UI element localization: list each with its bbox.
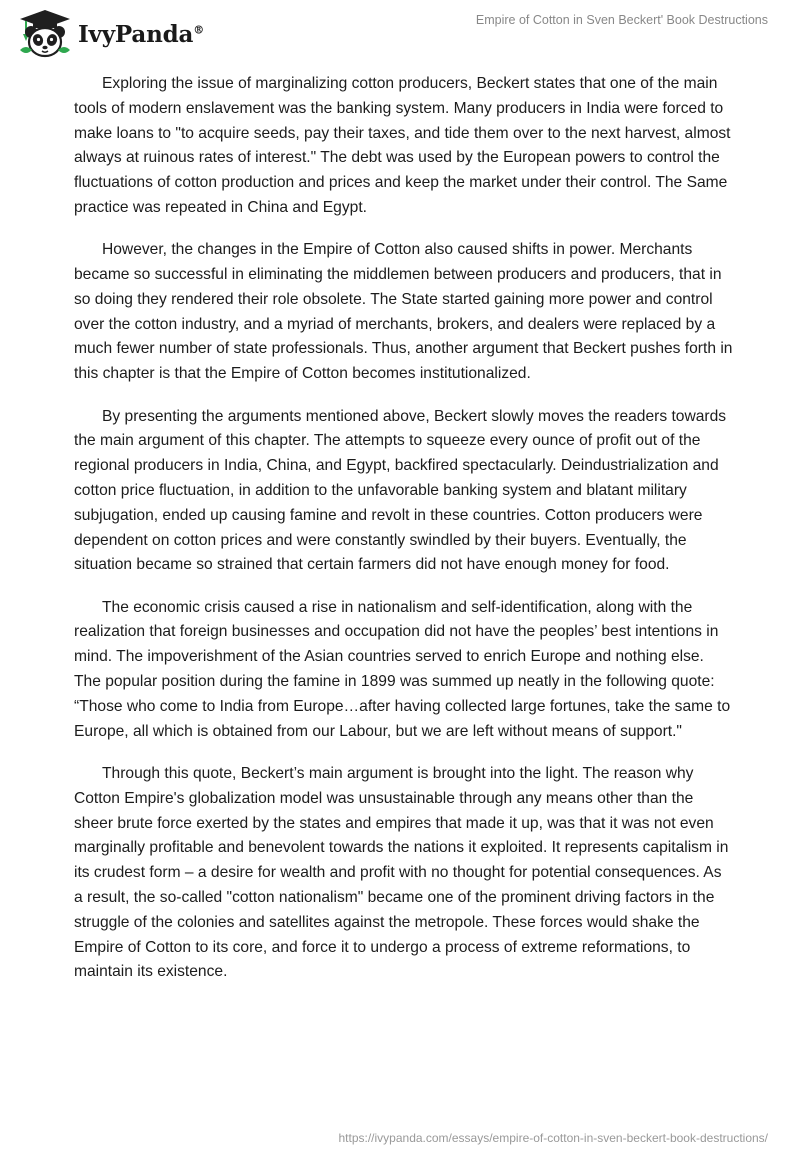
paragraph: Exploring the issue of marginalizing cotton producers, Beckert states that one of the main tools of modern enslavement was the banking system. Many producers in India were forced to make loans to "to acquire seeds, pay their taxes, and tide them over to the next harvest, almost always at ruinous rates of interest." The debt was used by the European powers to control the fluctuations of cotton production and prices and keep the market under their control. The Same practice was repeated in China and Egypt. bbox=[74, 75, 731, 216]
brand-logo[interactable] bbox=[16, 8, 204, 58]
paragraph: Through this quote, Beckert’s main argument is brought into the light. The reason why Cotton Empire's globalization model was unsustainable through any means other than the sheer brute force exerted by the states and empires that made it up, was that it was not even marginally profitable and benevolent towards the nations it exploited. It represents capitalism in its crudest form – a desire for wealth and profit with no thought for potential consequences. As a result, the so-called "cotton nationalism" became one of the prominent driving factors in the struggle of the colonies and satellites against the metropole. These forces would shake the Empire of Cotton to its core, and force it to undergo a process of extreme reformations, to maintain its existence. bbox=[74, 764, 729, 981]
paragraph: The economic crisis caused a rise in nationalism and self-identification, along with the realization that foreign businesses and occupation did not have the peoples’ best intentions in mind. The impoverishment of the Asian countries served to enrich Europe and nothing else. The popular position during the famine in 1899 was summed up neatly in the following quote: “Those who come to India from Europe…after having collected large fortunes, take the same to Europe, all which is obtained from our Labour, but we are left without means of support." bbox=[74, 598, 731, 740]
page-header bbox=[0, 0, 800, 60]
paragraph: However, the changes in the Empire of Cotton also caused shifts in power. Merchants became so successful in eliminating the middlemen between producers and producers, that in so doing they rendered their role obsolete. The State started gaining more power and control over the cotton industry, and a myriad of merchants, brokers, and dealers were replaced by a much fewer number of state professionals. Thus, another argument that Beckert pushes forth in this chapter is that the Empire of Cotton becomes institutionalized. bbox=[74, 241, 733, 383]
source-url[interactable]: https://ivypanda.com/essays/empire-of-cotton-in-sven-beckert-book-destructions/ bbox=[338, 1131, 768, 1145]
article-body bbox=[74, 72, 734, 1003]
brand-name: IvyPanda® bbox=[78, 20, 204, 48]
document-title: Empire of Cotton in Sven Beckert' Book Destructions bbox=[475, 13, 768, 27]
panda-graduation-cap-icon bbox=[16, 8, 74, 58]
paragraph: By presenting the arguments mentioned above, Beckert slowly moves the readers towards the main argument of this chapter. The attempts to squeeze every ounce of profit out of the regional producers in India, China, and Egypt, backfired spectacularly. Deindustrialization and cotton price fluctuation, in addition to the unfavorable banking system and blatant military subjugation, ended up causing famine and revolt in these countries. Cotton producers were dependent on cotton prices and were constantly swindled by their buyers. Eventually, the situation became so strained that certain farmers did not have enough money for food. bbox=[74, 407, 727, 574]
